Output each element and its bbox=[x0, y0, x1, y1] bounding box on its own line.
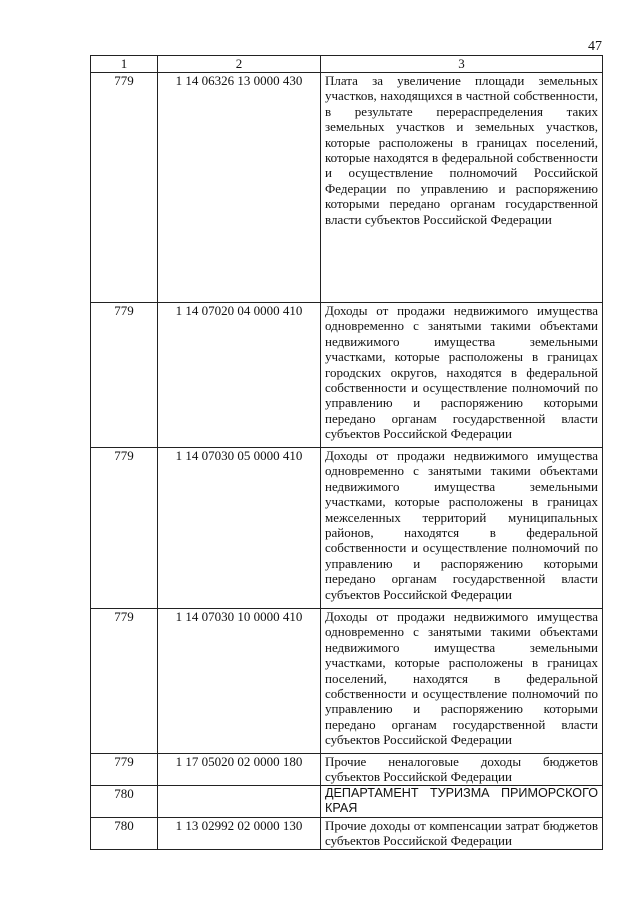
admin-code-cell: 779 bbox=[91, 448, 158, 609]
budget-revenue-table bbox=[90, 55, 603, 850]
table-row bbox=[91, 609, 603, 754]
revenue-name-cell: Плата за увеличение площади земельных участков, находящихся в частной собственности, в результате перераспределения таких земельных участков и земельных участков, которые расположены в границах поселений, которые находятся в федеральной собственности и осуществление полномочий Российской Федерации по управлению и распоряжению которыми передано органам государственной власти субъектов Российской Федерации bbox=[321, 73, 603, 303]
revenue-code-cell: 1 14 07020 04 0000 410 bbox=[158, 303, 321, 448]
column-header-3: 3 bbox=[321, 56, 603, 73]
revenue-code-cell: 1 13 02992 02 0000 130 bbox=[158, 818, 321, 850]
table-row bbox=[91, 818, 603, 850]
column-header-1: 1 bbox=[91, 56, 158, 73]
revenue-name-cell: Прочие доходы от компенсации затрат бюджетов субъектов Российской Федерации bbox=[321, 818, 603, 850]
table-header-row bbox=[91, 56, 603, 73]
table-row bbox=[91, 448, 603, 609]
revenue-code-cell: 1 14 07030 05 0000 410 bbox=[158, 448, 321, 609]
revenue-code-cell: 1 14 07030 10 0000 410 bbox=[158, 609, 321, 754]
table-row bbox=[91, 73, 603, 303]
table-row bbox=[91, 754, 603, 786]
revenue-name-cell: Доходы от продажи недвижимого имущества одновременно с занятыми такими объектами недвижимого имущества земельными участками, которые расположены в границах межселенных территорий муниципальных районов, находятся в федеральной собственности и осуществление полномочий по управлению и распоряжению которыми передано органам государственной власти субъектов Российской Федерации bbox=[321, 448, 603, 609]
table-row bbox=[91, 786, 603, 818]
admin-code-cell: 780 bbox=[91, 818, 158, 850]
department-name-cell: ДЕПАРТАМЕНТ ТУРИЗМА ПРИМОРСКОГО КРАЯ bbox=[321, 786, 603, 818]
admin-code-cell: 780 bbox=[91, 786, 158, 818]
admin-code-cell: 779 bbox=[91, 754, 158, 786]
admin-code-cell: 779 bbox=[91, 609, 158, 754]
table-row bbox=[91, 303, 603, 448]
revenue-name-cell: Доходы от продажи недвижимого имущества одновременно с занятыми такими объектами недвижимого имущества земельными участками, которые расположены в границах поселений, находятся в федеральной собственности и осуществление полномочий по управлению и распоряжению которыми передано органам государственной власти субъектов Российской Федерации bbox=[321, 609, 603, 754]
revenue-name-cell: Прочие неналоговые доходы бюджетов субъектов Российской Федерации bbox=[321, 754, 603, 786]
admin-code-cell: 779 bbox=[91, 73, 158, 303]
revenue-code-cell: 1 14 06326 13 0000 430 bbox=[158, 73, 321, 303]
revenue-name-cell: Доходы от продажи недвижимого имущества одновременно с занятыми такими объектами недвижимого имущества земельными участками, которые расположены в границах городских округов, находятся в федеральной собственности и осуществление полномочий по управлению и распоряжению которыми передано органам государственной власти субъектов Российской Федерации bbox=[321, 303, 603, 448]
page-number: 47 bbox=[588, 39, 602, 54]
revenue-code-cell bbox=[158, 786, 321, 818]
admin-code-cell: 779 bbox=[91, 303, 158, 448]
column-header-2: 2 bbox=[158, 56, 321, 73]
revenue-code-cell: 1 17 05020 02 0000 180 bbox=[158, 754, 321, 786]
